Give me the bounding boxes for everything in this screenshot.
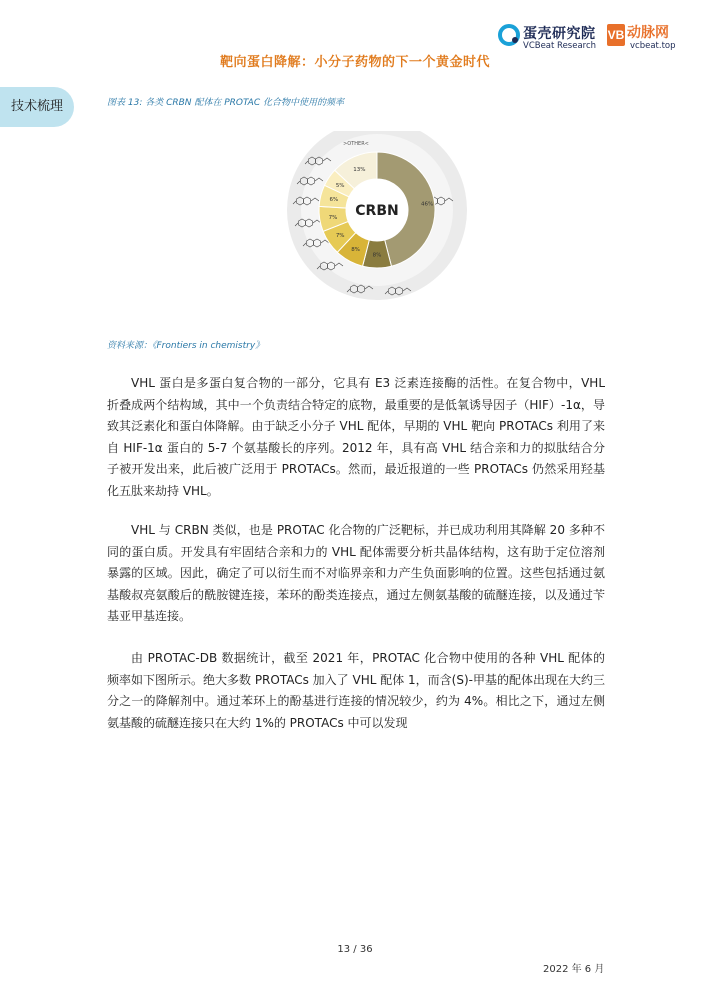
paragraph-3: 由 PROTAC-DB 数据统计，截至 2021 年，PROTAC 化合物中使用的各种 VHL 配体的频率如下图所示。绝大多数 PROTACs 加入了 VHL 配体 1，而含(S)-甲基的配体出现在大约三分之一的降解剂中。通过苯环上的酚基进行连接的情况较少，约为 4%。相比之下，通过左侧氨基酸的硫醚连接只在大约 1%的 PROTACs 中可以发现 xyxy=(107,651,605,730)
slice-label: 7% xyxy=(328,214,338,221)
page-number: 13 / 36 xyxy=(337,944,373,955)
logo-right-cn: 动脉网 xyxy=(627,25,669,41)
paragraph-1: VHL 蛋白是多蛋白复合物的一部分，它具有 E3 泛素连接酶的活性。在复合物中，VHL 折叠成两个结构域，其中一个负责结合特定的底物，最重要的是低氧诱导因子（HIF）-1α，导致其泛素化和蛋白体降解。由于缺乏小分子 VHL 配体，早期的 VHL 靶向 PROTACs 利用了来自 HIF-1α 蛋白的 5-7 个氨基酸长的序列。2012 年，具有高 VHL 结合亲和力的拟肽结合分子被开发出来，此后被广泛用于 PROTACs。然而，最近报道的一些 PROTACs 仍然采用羟基化五肽来劫持 VHL。 xyxy=(107,376,605,498)
egg-logo-icon xyxy=(498,24,520,46)
slice-label: 8% xyxy=(372,252,382,259)
center-label: CRBN xyxy=(355,203,399,219)
vcbeat-research-logo xyxy=(498,22,604,52)
slice-label: 7% xyxy=(335,233,345,240)
paragraph-2: VHL 与 CRBN 类似，也是 PROTAC 化合物的广泛靶标，并已成功利用其降解 20 多种不同的蛋白质。开发具有牢固结合亲和力的 VHL 配体需要分析共晶体结构，这有助于定位溶剂暴露的区域。因此，确定了可以衍生而不对临界亲和力产生负面影响的位置。这些包括通过氨基酸叔亮氨酸后的酰胺键连接，苯环的酚类连接点，通过左侧氨基酸的硫醚连接，以及通过苄基亚甲基连接。 xyxy=(107,523,605,623)
logo-right-en: vcbeat.top xyxy=(630,41,676,51)
slice-label: 5% xyxy=(335,182,345,189)
slice-label: 6% xyxy=(329,196,339,203)
report-title: 靶向蛋白降解：小分子药物的下一个黄金时代 xyxy=(219,55,490,70)
figure-caption: 图表 13: 各类 CRBN 配体在 PROTAC 化合物中使用的频率 xyxy=(107,98,344,108)
logo-left-en: VCBeat Research xyxy=(523,41,597,51)
slice-label: 8% xyxy=(351,246,360,253)
report-date: 2022 年 6 月 xyxy=(543,964,605,975)
logo-left-cn: 蛋壳研究院 xyxy=(523,26,596,42)
crbn-donut-chart xyxy=(284,131,470,321)
figure-source: 资料来源：《Frontiers in chemistry》 xyxy=(107,341,265,351)
section-tab: 技术梳理 xyxy=(0,87,74,127)
vb-logo-icon: VB xyxy=(607,24,625,46)
vcbeat-logo xyxy=(607,22,676,52)
slice-label: 46% xyxy=(420,201,434,208)
crbn-donut-figure xyxy=(284,131,470,321)
slice-label: 13% xyxy=(353,167,366,174)
other-label: >OTHER< xyxy=(343,141,369,147)
